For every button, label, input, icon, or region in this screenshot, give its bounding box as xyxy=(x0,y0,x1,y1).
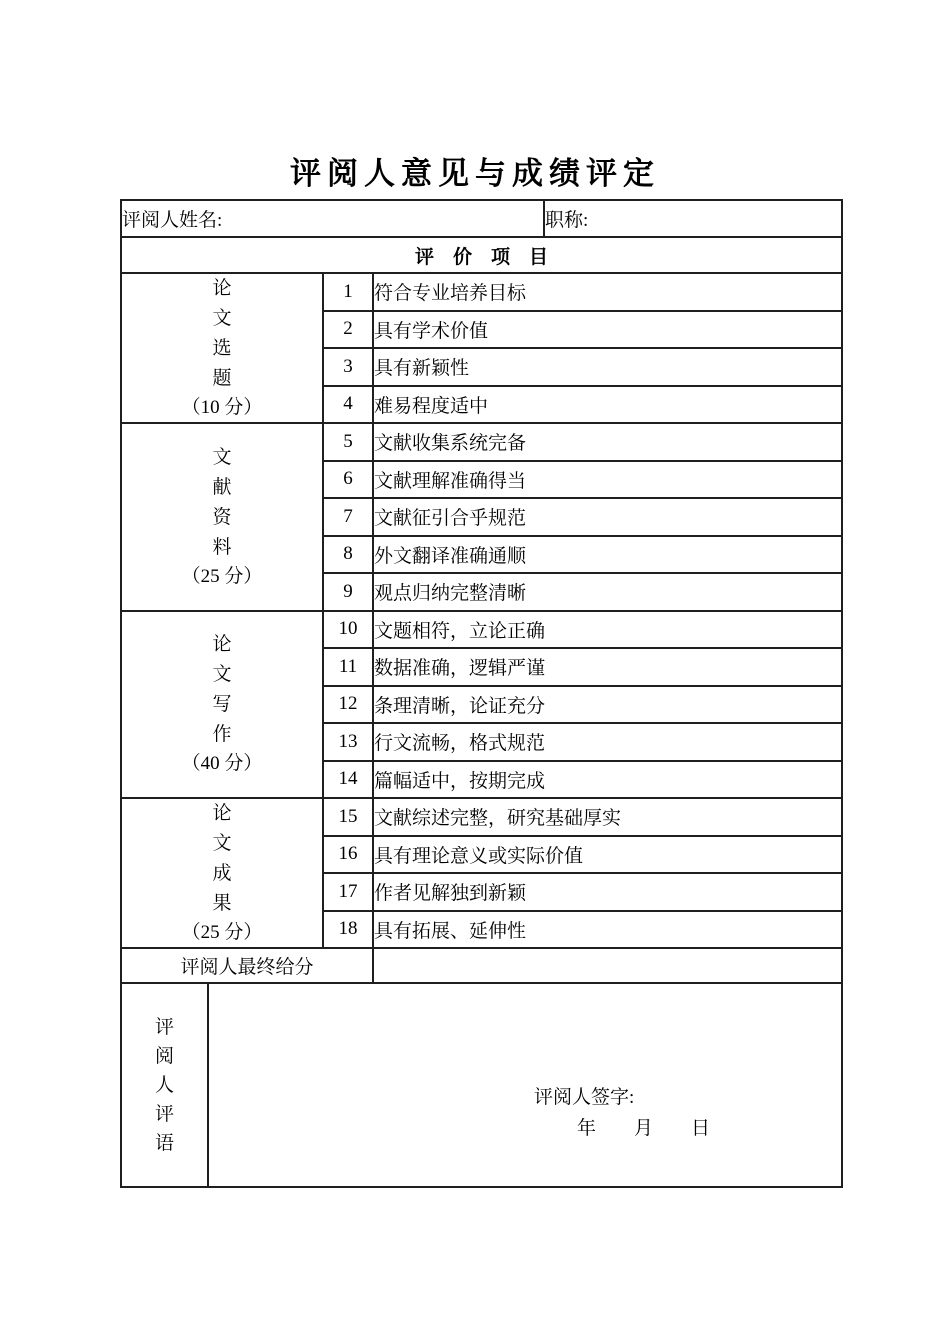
category-cell-results xyxy=(121,798,323,948)
job-title-label: 职称: xyxy=(544,200,842,237)
item-number: 16 xyxy=(323,836,373,874)
reviewer-name-label: 评阅人姓名: xyxy=(121,200,544,237)
category-cell-topic xyxy=(121,273,323,423)
item-number: 17 xyxy=(323,873,373,911)
comments-row xyxy=(121,983,842,1187)
category-score: （40 分） xyxy=(181,753,263,775)
item-text: 难易程度适中 xyxy=(373,386,842,424)
item-number: 14 xyxy=(323,761,373,799)
page-title: 评阅人意见与成绩评定 xyxy=(290,156,660,191)
item-text: 具有学术价值 xyxy=(373,311,842,349)
section-header-row xyxy=(121,237,842,273)
item-text: 文献综述完整，研究基础厚实 xyxy=(373,798,842,836)
category-label: 论文写作 xyxy=(212,634,232,746)
item-number: 3 xyxy=(323,348,373,386)
final-score-row xyxy=(121,948,842,983)
table-row xyxy=(121,611,842,649)
comments-label-cell xyxy=(121,983,208,1187)
comments-area xyxy=(208,983,842,1187)
item-text: 具有理论意义或实际价值 xyxy=(373,836,842,874)
item-text: 行文流畅，格式规范 xyxy=(373,723,842,761)
item-number: 1 xyxy=(323,273,373,311)
item-text: 篇幅适中，按期完成 xyxy=(373,761,842,799)
category-label: 论文成果 xyxy=(212,803,232,914)
item-text: 具有新颖性 xyxy=(373,348,842,386)
item-number: 6 xyxy=(323,461,373,499)
signature-label: 评阅人签字: xyxy=(534,1087,635,1108)
item-number: 11 xyxy=(323,648,373,686)
table-row xyxy=(121,798,842,836)
item-number: 10 xyxy=(323,611,373,649)
category-label: 文献资料 xyxy=(212,446,232,558)
item-text: 文献收集系统完备 xyxy=(373,423,842,461)
final-score-value xyxy=(373,948,842,983)
item-number: 18 xyxy=(323,911,373,949)
item-text: 外文翻译准确通顺 xyxy=(373,536,842,574)
table-row xyxy=(121,273,842,311)
evaluation-form-table xyxy=(120,199,843,1188)
category-label: 论文选题 xyxy=(212,278,232,389)
item-text: 具有拓展、延伸性 xyxy=(373,911,842,949)
item-number: 7 xyxy=(323,498,373,536)
item-text: 作者见解独到新颖 xyxy=(373,873,842,911)
item-text: 文献理解准确得当 xyxy=(373,461,842,499)
item-text: 条理清晰，论证充分 xyxy=(373,686,842,724)
category-score: （25 分） xyxy=(181,922,263,943)
table-row xyxy=(121,423,842,461)
item-text: 文题相符，立论正确 xyxy=(373,611,842,649)
item-number: 12 xyxy=(323,686,373,724)
category-cell-writing xyxy=(121,611,323,799)
item-text: 观点归纳完整清晰 xyxy=(373,573,842,611)
category-cell-literature xyxy=(121,423,323,611)
category-score: （25 分） xyxy=(181,565,263,587)
item-number: 13 xyxy=(323,723,373,761)
item-number: 15 xyxy=(323,798,373,836)
item-text: 数据准确，逻辑严谨 xyxy=(373,648,842,686)
item-text: 文献征引合乎规范 xyxy=(373,498,842,536)
item-number: 4 xyxy=(323,386,373,424)
reviewer-info-row xyxy=(121,200,842,237)
item-number: 5 xyxy=(323,423,373,461)
category-score: （10 分） xyxy=(181,397,263,418)
comments-label: 评阅人评语 xyxy=(154,1016,174,1154)
item-text: 符合专业培养目标 xyxy=(373,273,842,311)
date-line: 年 月 日 xyxy=(577,1118,711,1139)
final-score-label: 评阅人最终给分 xyxy=(121,948,373,983)
item-number: 2 xyxy=(323,311,373,349)
item-number: 9 xyxy=(323,573,373,611)
item-number: 8 xyxy=(323,536,373,574)
section-header: 评 价 项 目 xyxy=(121,237,842,273)
